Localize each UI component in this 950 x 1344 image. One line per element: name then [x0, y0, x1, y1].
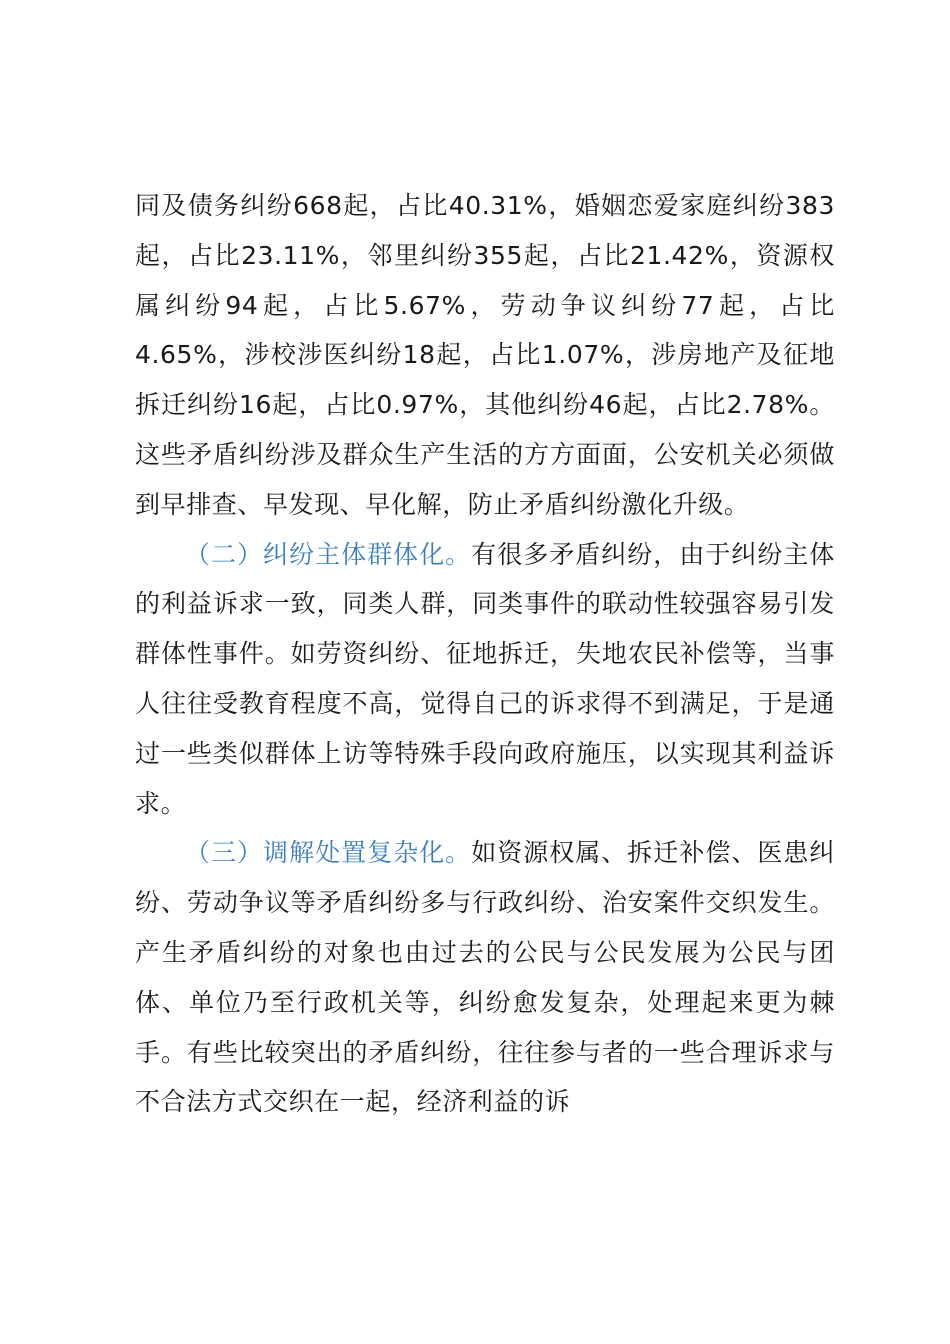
document-body: [135, 181, 835, 1127]
paragraph-text: 有很多矛盾纠纷，由于纠纷主体的利益诉求一致，同类人群，同类事件的联动性较强容易引发群体性事件。如劳资纠纷、征地拆迁，失地农民补偿等，当事人往往受教育程度不高，觉得自己的诉求得不到满足，于是通过一些类似群体上访等特殊手段向政府施压，以实现其利益诉求。: [135, 539, 835, 818]
paragraph-text: 如资源权属、拆迁补偿、医患纠纷、劳动争议等矛盾纠纷多与行政纠纷、治安案件交织发生。产生矛盾纠纷的对象也由过去的公民与公民发展为公民与团体、单位乃至行政机关等，纠纷愈发复杂，处理起来更为棘手。有些比较突出的矛盾纠纷，往往参与者的一些合理诉求与不合法方式交织在一起，经济利益的诉: [135, 838, 835, 1117]
section-heading: （二）纠纷主体群体化。: [185, 539, 472, 569]
section-heading: （三）调解处置复杂化。: [185, 838, 472, 868]
paragraph-section-3: [135, 828, 835, 1127]
paragraph-text: 同及债务纠纷668起，占比40.31%，婚姻恋爱家庭纠纷383起，占比23.11%，邻里纠纷355起，占比21.42%，资源权属纠纷94起，占比5.67%，劳动争议纠纷77起，占比4.65%，涉校涉医纠纷18起，占比1.07%，涉房地产及征地拆迁纠纷16起，占比0.97%，其他纠纷46起，占比2.78%。这些矛盾纠纷涉及群众生产生活的方方面面，公安机关必须做到早排查、早发现、早化解，防止矛盾纠纷激化升级。: [135, 191, 835, 519]
paragraph-section-2: [135, 530, 835, 829]
paragraph-continuation: [135, 181, 835, 530]
